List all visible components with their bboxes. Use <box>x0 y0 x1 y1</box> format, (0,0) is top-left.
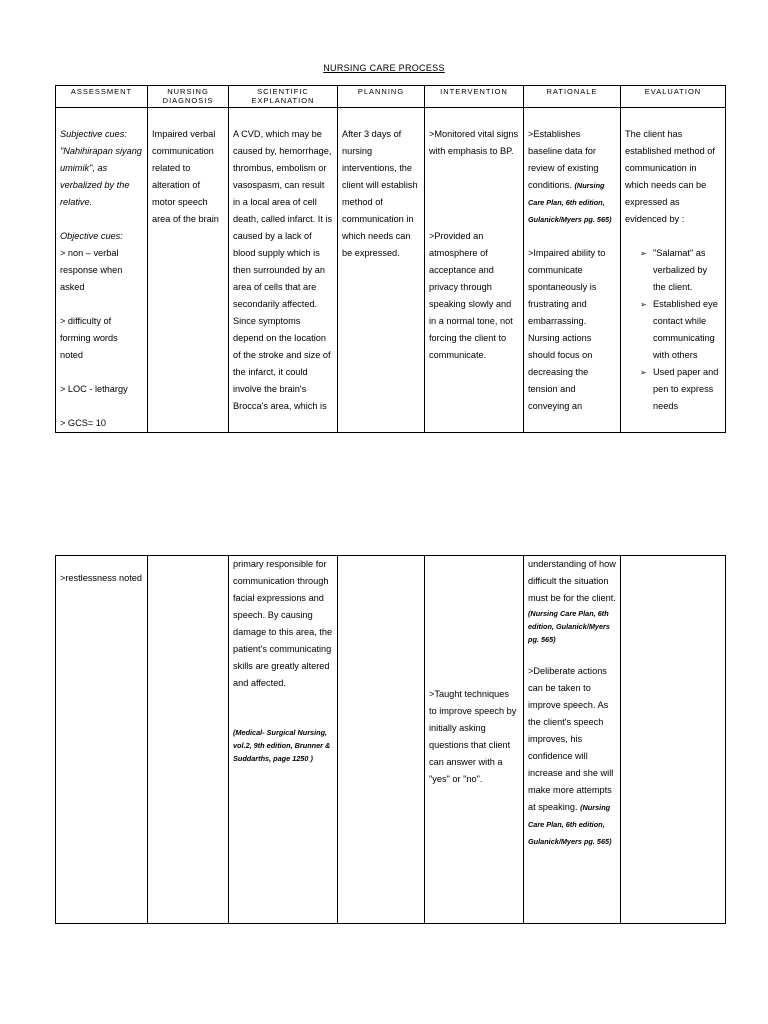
list-item <box>640 364 721 415</box>
intervention-text: >Provided an atmosphere of acceptance and privacy through speaking slowly and in a normal tone, not forcing the client to communicate. <box>429 231 513 360</box>
rationale-reference: (Nursing Care Plan, 6th edition, Gulanick/Myers pg. 565) <box>528 181 612 224</box>
objective-cue: > difficulty of forming words noted <box>60 316 118 360</box>
explanation-text: primary responsible for communication through facial expressions and speech. By causing damage to this area, the patient's communicating skills are greatly altered and affected. <box>233 559 333 688</box>
diagnosis-text: Impaired verbal communication related to alteration of motor speech area of the brain <box>152 129 219 224</box>
care-plan-table-page-1 <box>55 85 726 433</box>
assessment-cell <box>56 556 148 924</box>
intervention-text: >Monitored vital signs with emphasis to BP. <box>429 129 519 156</box>
list-item <box>640 296 721 364</box>
explanation-text: A CVD, which may be caused by, hemorrhage, thrombus, embolism or vasospasm, can result in a local area of cell death, called infarct. It is caused by a lack of blood supply which is then surrounded by an area of cells that are secondarily affected. Since symptoms depend on the location of the stroke and size of the infarct, it could involve the brain's Brocca's area, which is <box>233 129 333 411</box>
planning-cell <box>338 108 425 433</box>
diagnosis-cell <box>148 556 229 924</box>
rationale-reference: (Nursing Care Plan, 6th edition, Gulanick/Myers pg. 565) <box>528 609 610 644</box>
table-row <box>56 556 726 924</box>
intervention-cell <box>425 108 524 433</box>
rationale-text-body: >Deliberate actions can be taken to improve speech. As the client's speech improves, his confidence will increase and she will make more attempts at speaking. <box>528 666 614 812</box>
objective-cue: > non – verbal response when asked <box>60 248 123 292</box>
header-evaluation: EVALUATION <box>621 86 726 108</box>
arrow-bullet-icon: ➢ <box>640 249 647 258</box>
arrow-bullet-icon: ➢ <box>640 368 647 377</box>
subjective-label: Subjective cues: <box>60 129 127 139</box>
subjective-quote: "Nahihirapan siyang umimik", as verbalized by the relative. <box>60 146 142 207</box>
rationale-text: >Impaired ability to communicate spontaneously is frustrating and embarrassing. Nursing actions should focus on decreasing the tension and conveying an <box>528 248 606 411</box>
objective-cue: >restlessness noted <box>60 573 142 583</box>
care-plan-table-page-2 <box>55 555 726 924</box>
objective-label: Objective cues: <box>60 231 123 241</box>
rationale-reference: (Nursing Care Plan, 6th edition, Gulanick/Myers pg. 565) <box>528 803 612 846</box>
objective-cue: > GCS= 10 <box>60 418 106 428</box>
rationale-cell <box>524 556 621 924</box>
objective-cue: > LOC - lethargy <box>60 384 128 394</box>
intervention-text: >Taught techniques to improve speech by initially asking questions that client can answer with a "yes" or "no". <box>429 689 517 784</box>
rationale-text <box>528 126 616 228</box>
header-rationale: RATIONALE <box>524 86 621 108</box>
planning-cell <box>338 556 425 924</box>
intervention-cell <box>425 556 524 924</box>
header-scientific-explanation: SCIENTIFIC EXPLANATION <box>229 86 338 108</box>
evaluation-item-text: "Salamat" as verbalized by the client. <box>653 248 708 292</box>
header-assessment: ASSESSMENT <box>56 86 148 108</box>
rationale-text <box>528 663 616 850</box>
explanation-cell <box>229 108 338 433</box>
evaluation-intro: The client has established method of communication in which needs can be expressed as evidenced by : <box>625 129 715 224</box>
header-intervention: INTERVENTION <box>425 86 524 108</box>
list-item <box>640 245 721 296</box>
evaluation-list <box>625 245 721 415</box>
evaluation-item-text: Used paper and pen to express needs <box>653 367 719 411</box>
header-row <box>56 86 726 108</box>
diagnosis-cell <box>148 108 229 433</box>
assessment-cell <box>56 108 148 433</box>
arrow-bullet-icon: ➢ <box>640 300 647 309</box>
evaluation-cell <box>621 108 726 433</box>
rationale-cell <box>524 108 621 433</box>
document-title: NURSING CARE PROCESS <box>323 63 445 73</box>
header-nursing-diagnosis: NURSING DIAGNOSIS <box>148 86 229 108</box>
evaluation-cell <box>621 556 726 924</box>
explanation-cell <box>229 556 338 924</box>
table-row <box>56 108 726 433</box>
planning-text: After 3 days of nursing interventions, the client will establish method of communication in which needs can be expressed. <box>342 129 418 258</box>
evaluation-item-text: Established eye contact while communicating with others <box>653 299 718 360</box>
rationale-text: understanding of how difficult the situation must be for the client. <box>528 559 616 603</box>
rationale-text-body: >Establishes baseline data for review of existing conditions. <box>528 129 599 190</box>
header-planning: PLANNING <box>338 86 425 108</box>
explanation-reference: (Medical- Surgical Nursing, vol.2, 9th edition, Brunner & Suddarths, page 1250 ) <box>233 728 331 763</box>
